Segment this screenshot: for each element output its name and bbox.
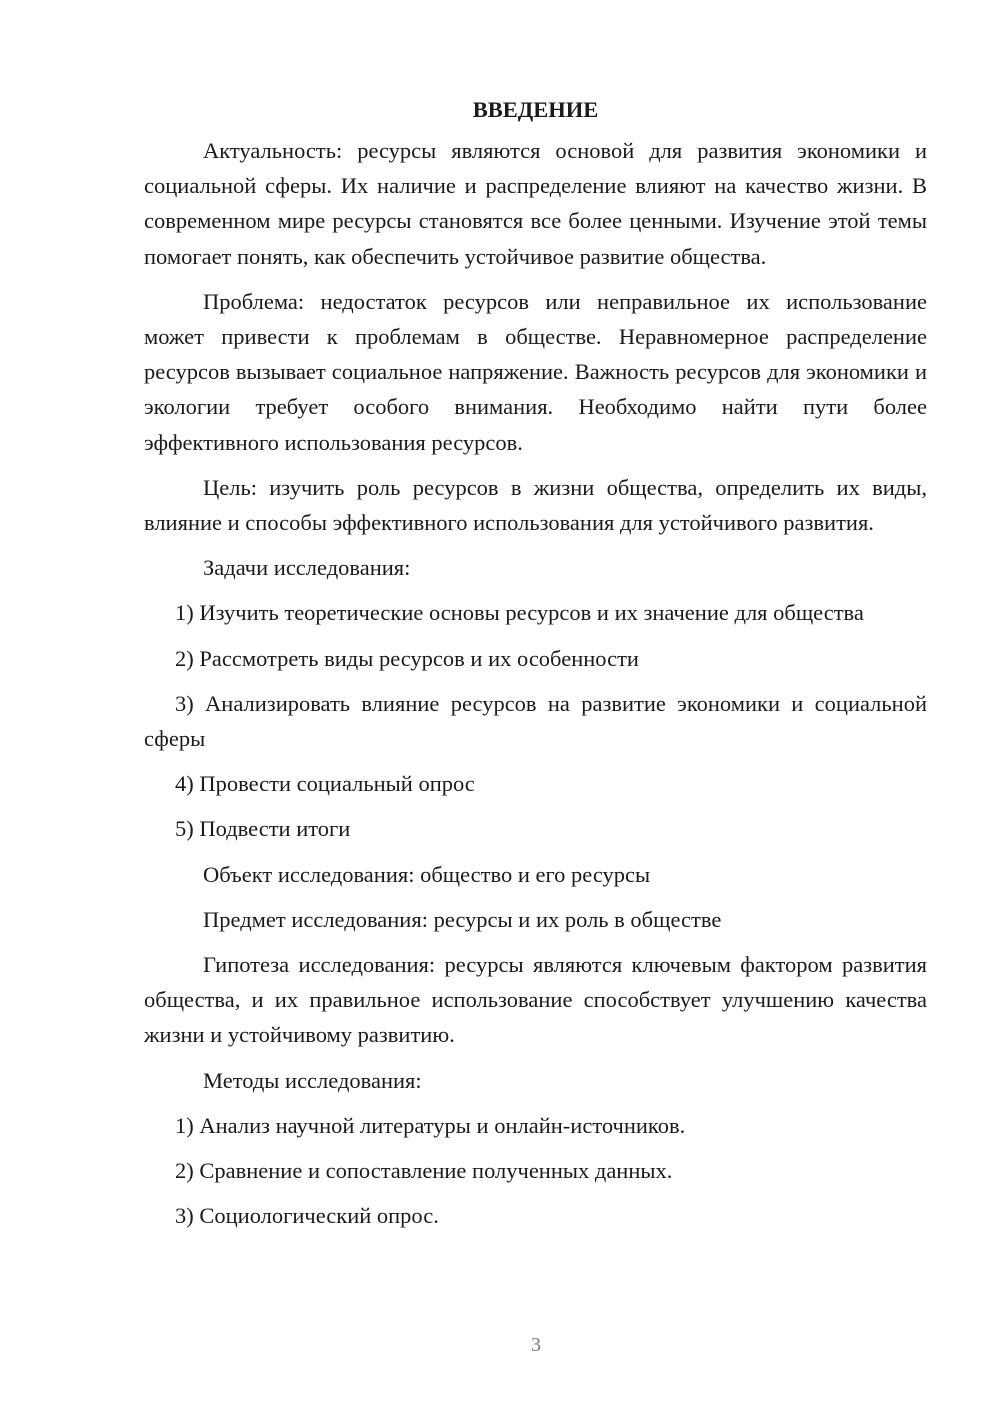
research-object: Объект исследования: общество и его ресурсы xyxy=(203,861,651,887)
problem-paragraph: Проблема: недостаток ресурсов или неправильное их использование может привести к проблемам в обществе. Неравномерное распределение ресурсов вызывает социальное напряжение. Важность ресурсов для экономики и экологии требует особого внимания. Необходимо найти пути более эффективного использования ресурсов. xyxy=(144,288,927,455)
task-item: 5) Подвести итоги xyxy=(175,816,351,842)
methods-heading: Методы исследования: xyxy=(203,1067,422,1093)
goal-paragraph: Цель: изучить роль ресурсов в жизни общества, определить их виды, влияние и способы эффективного использования для устойчивого развития. xyxy=(144,474,927,536)
research-hypothesis: Гипотеза исследования: ресурсы являются ключевым фактором развития общества, и их правильное использование способствует улучшению качества жизни и устойчивому развитию. xyxy=(144,952,927,1048)
task-item: 2) Рассмотреть виды ресурсов и их особенности xyxy=(175,645,639,671)
tasks-heading: Задачи исследования: xyxy=(203,555,411,581)
relevance-paragraph: Актуальность: ресурсы являются основой для развития экономики и социальной сферы. Их наличие и распределение влияют на качество жизни. В современном мире ресурсы становятся все более ценными. Изучение этой темы помогает понять, как обеспечить устойчивое развитие общества. xyxy=(144,138,927,269)
task-item: 1) Изучить теоретические основы ресурсов и их значение для общества xyxy=(175,600,864,626)
method-item: 2) Сравнение и сопоставление полученных данных. xyxy=(175,1158,673,1184)
task-item: 4) Провести социальный опрос xyxy=(175,771,475,797)
task-item: 3) Анализировать влияние ресурсов на развитие экономики и социальной сферы xyxy=(144,690,927,752)
page-number: 3 xyxy=(531,1334,541,1356)
page-title: ВВЕДЕНИЕ xyxy=(472,97,599,122)
research-subject: Предмет исследования: ресурсы и их роль в обществе xyxy=(203,906,722,932)
document-body xyxy=(144,93,927,1243)
method-item: 1) Анализ научной литературы и онлайн-источников. xyxy=(175,1112,686,1138)
method-item: 3) Социологический опрос. xyxy=(175,1203,439,1229)
